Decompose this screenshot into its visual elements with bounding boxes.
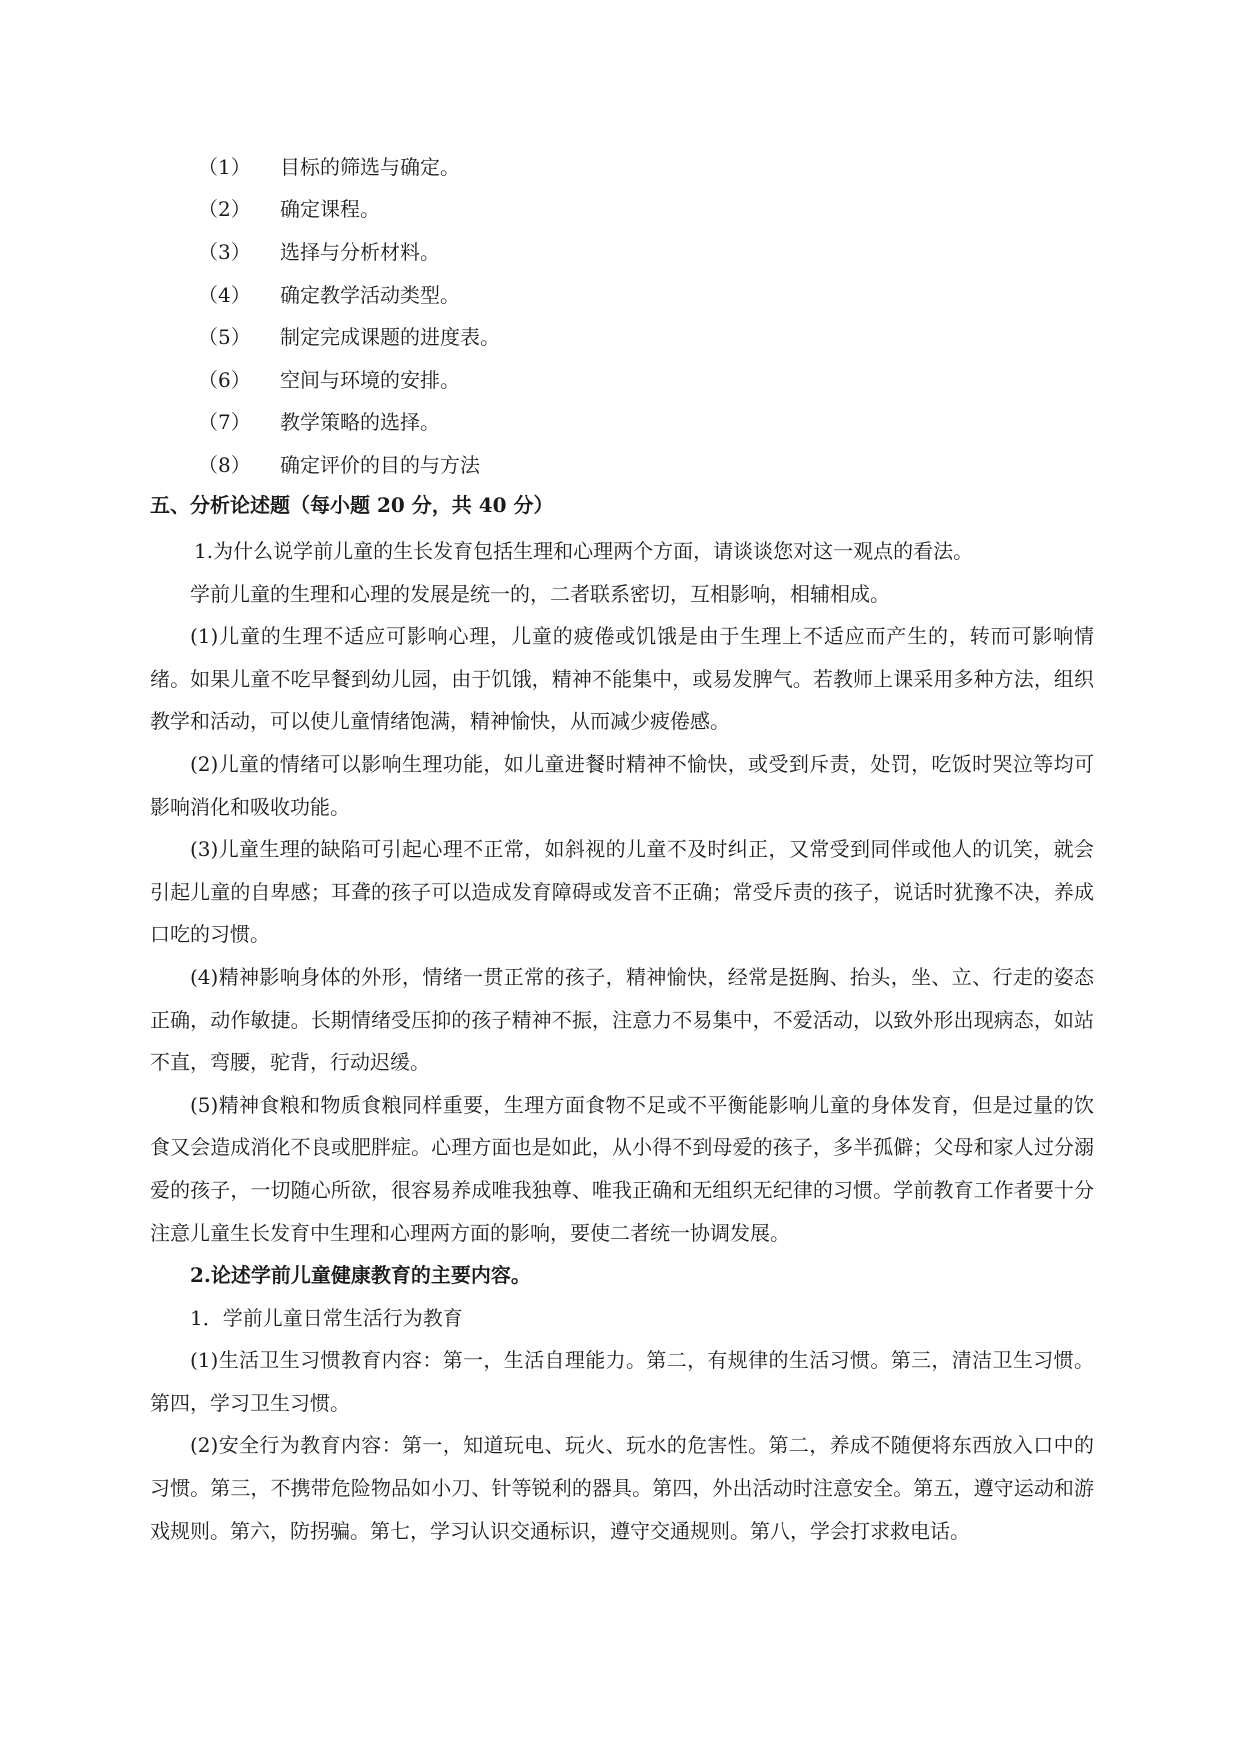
list-item-number: （5）	[198, 325, 251, 350]
list-item	[198, 314, 898, 357]
list-item-text: 制定完成课题的进度表。	[280, 325, 500, 350]
list-item-text: 确定评价的目的与方法	[280, 452, 480, 477]
planning-steps-list	[198, 144, 898, 485]
list-item	[198, 144, 898, 187]
q1-paragraph-3: (3)儿童生理的缺陷可引起心理不正常，如斜视的儿童不及时纠正，又常受到同伴或他人的讥笑，就会引起儿童的自卑感；耳聋的孩子可以造成发育障碍或发音不正确；常受斥责的孩子，说话时犹豫不决，养成口吃的习惯。	[150, 837, 1094, 947]
q2-subheading-1: 1．学前儿童日常生活行为教育	[190, 1305, 463, 1330]
list-item	[198, 187, 898, 230]
q1-paragraph-4: (4)精神影响身体的外形，情绪一贯正常的孩子，精神愉快，经常是挺胸、抬头，坐、立、行走的姿态正确，动作敏捷。长期情绪受压抑的孩子精神不振，注意力不易集中，不爱活动，以致外形出现病态，如站不直，弯腰，驼背，行动迟缓。	[150, 964, 1094, 1075]
list-item-text: 确定教学活动类型。	[280, 282, 460, 307]
list-item	[198, 400, 898, 443]
list-item-number: （2）	[198, 197, 251, 222]
list-item-text: 确定课程。	[280, 197, 380, 222]
list-item	[198, 229, 898, 272]
q2-paragraph-2: (2)安全行为教育内容：第一，知道玩电、玩火、玩水的危害性。第二，养成不随便将东西放入口中的习惯。第三，不携带危险物品如小刀、针等锐利的器具。第四，外出活动时注意安全。第五，遵守运动和游戏规则。第六，防拐骗。第七，学习认识交通标识，遵守交通规则。第八，学会打求救电话。	[150, 1433, 1094, 1543]
q1-intro-paragraph: 学前儿童的生理和心理的发展是统一的，二者联系密切，互相影响，相辅相成。	[190, 581, 890, 606]
section-title: 五、分析论述题（每小题 20 分，共 40 分）	[150, 493, 554, 517]
list-item-number: （3）	[198, 239, 251, 264]
list-item-text: 空间与环境的安排。	[280, 367, 460, 392]
list-item-number: （1）	[198, 154, 251, 179]
q1-paragraph-2: (2)儿童的情绪可以影响生理功能，如儿童进餐时精神不愉快，或受到斥责，处罚，吃饭时哭泣等均可影响消化和吸收功能。	[150, 751, 1094, 819]
q1-paragraph-1: (1)儿童的生理不适应可影响心理，儿童的疲倦或饥饿是由于生理上不适应而产生的，转而可影响情绪。如果儿童不吃早餐到幼儿园，由于饥饿，精神不能集中，或易发脾气。若教师上课采用多种方法，组织教学和活动，可以使儿童情绪饱满，精神愉快，从而减少疲倦感。	[150, 624, 1094, 734]
list-item-text: 教学策略的选择。	[280, 410, 440, 435]
list-item-number: （6）	[198, 367, 251, 392]
list-item	[198, 357, 898, 400]
question-2: 2.论述学前儿童健康教育的主要内容。	[190, 1263, 531, 1288]
list-item-number: （4）	[198, 282, 251, 307]
question-1: 1.为什么说学前儿童的生长发育包括生理和心理两个方面，请谈谈您对这一观点的看法。	[194, 539, 974, 563]
list-item	[198, 442, 898, 485]
list-item-text: 目标的筛选与确定。	[280, 154, 460, 179]
list-item-number: （7）	[198, 410, 251, 435]
list-item-number: （8）	[198, 452, 251, 477]
list-item-text: 选择与分析材料。	[280, 239, 440, 264]
section-content	[150, 530, 1094, 1552]
list-item	[198, 272, 898, 315]
q2-paragraph-1: (1)生活卫生习惯教育内容：第一，生活自理能力。第二，有规律的生活习惯。第三，清洁卫生习惯。第四，学习卫生习惯。	[150, 1348, 1094, 1415]
q1-paragraph-5: (5)精神食粮和物质食粮同样重要，生理方面食物不足或不平衡能影响儿童的身体发育，但是过量的饮食又会造成消化不良或肥胖症。心理方面也是如此，从小得不到母爱的孩子，多半孤僻；父母和家人过分溺爱的孩子，一切随心所欲，很容易养成唯我独尊、唯我正确和无组织无纪律的习惯。学前教育工作者要十分注意儿童生长发育中生理和心理两方面的影响，要使二者统一协调发展。	[150, 1092, 1094, 1245]
